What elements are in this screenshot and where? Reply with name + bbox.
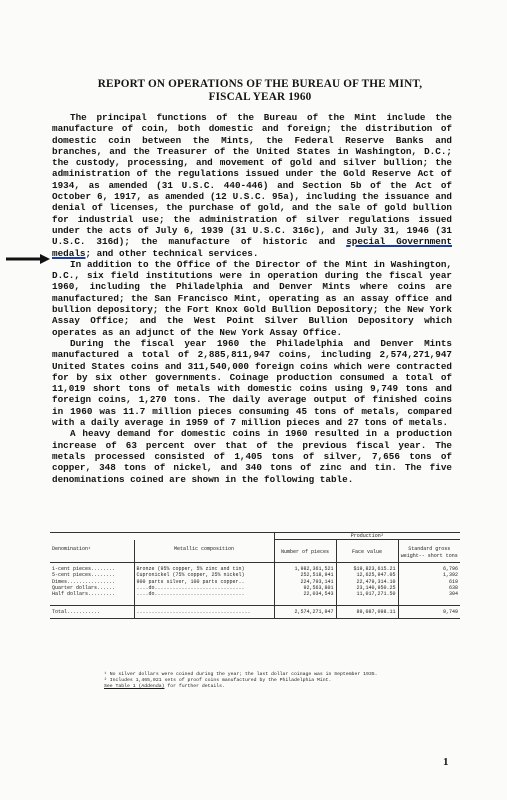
page-number: 1 [443,756,449,768]
table-row: 1-cent pieces........ Bronze (95% copper, 5% zinc and tin) 1,982,361,521 $19,823,615.21 6,796 [50,563,460,573]
col-denomination: Denomination¹ [50,540,134,563]
table-footnotes [104,672,464,690]
table-row: Dimes................ 900 parts silver, 100 parts copper.. 224,793,141 22,479,314.10 619 [52,578,459,585]
col-weight: Standard gross weight-- short tons [398,540,460,563]
paragraph-1: The principal functions of the Bureau of the Mint include the manufacture of coin, both domestic and foreign; the distribution of domestic coin between the Mints, the Federal Reserve Banks and branches, and the Treasurer of the United States in Washington, D.C.; the custody, processing, and movement of gold and silver bullion; the administration of the regulations issued under the Gold Reserve Act of 1934, as amended (31 U.S.C. 440-446) and Section 5b of the Act of October 6, 1917, as amended (12 U.S.C. 95a), including the issuance and denial of licenses, the purchase of gold, and the sale of gold bullion for industrial use; the administration of silver regulations issued under the acts of July 6, 1939 (31 U.S.C. 316c), and July 31, 1946 (31 U.S.C. 316d); the manufacture of historic and special Government medals; and other technical services. [52,112,452,259]
footnote-2: ² Includes 1,465,021 sets of proof coins manufactured by the Philadelphia Mint. [104,678,332,683]
paragraph-4: A heavy demand for domestic coins in 1960 resulted in a production increase of 63 percent over that of the previous fiscal year. The metals processed consisted of 1,405 tons of silver, 7,656 tons of copper, 348 tons of nickel, and 340 tons of zinc and tin. The five denominations coined are shown in the following table. [52,428,452,485]
title-line-2: FISCAL YEAR 1960 [208,91,312,103]
footnote-3: See Table 1 (Addenda) for further details. [104,684,225,689]
production-header: Production² [274,533,460,540]
paragraph-2: In addition to the Office of the Director of the Mint in Washington, D.C., six field institutions were in operation during the fiscal year 1960, including the Philadelphia and Denver Mints where coins are manufactured; the San Francisco Mint, operating as an assay office and bullion depository; the Fort Knox Gold Bullion Depository; the New York Assay Office; and the West Point Silver Bullion Depository which operates as an adjunct of the New York Assay Office. [52,258,452,338]
col-face-value: Face value [336,540,398,563]
table-row: Half dollars......... ....do.............................. 22,034,543 11,017,271.50 304 [50,591,460,605]
paragraph-3: During the fiscal year 1960 the Philadelphia and Denver Mints manufactured a total of 2,885,811,947 coins, including 2,574,271,947 United States coins and 311,540,000 foreign coins which were contracted for by six other governments. Coinage production consumed a total of 11,019 short tons of metals with domestic coins using 9,749 tons and foreign coins, 1,270 tons. The daily average output of finished coins in 1960 was 11.7 million pieces consuming 45 tons of metals, compared with a daily average in 1959 of 7 million pieces and 27 tons of metals. [52,337,452,429]
body-text [52,112,452,485]
footnote-1: ¹ No silver dollars were coined during the year; the last dollar coinage was in September 1935. [104,672,378,677]
arrow-marker-icon [6,254,50,264]
col-pieces: Number of pieces [274,540,336,563]
underlined-phrase: special Government medals [52,236,452,259]
col-composition: Metallic composition [134,540,274,563]
coinage-table [50,532,460,619]
table-total-row: Total........... ...................................... 2,574,271,947 89,087,098.11 9,749 [50,605,460,618]
table-row: Quarter dollars...... ....do.............................. 92,563,801 23,140,950.25 638 [52,584,459,591]
title-line-1: REPORT ON OPERATIONS OF THE BUREAU OF THE MINT, [97,78,423,90]
report-title [60,78,460,104]
table-row: 5-cent pieces........ Cupronickel (75% copper, 25% nickel) 252,518,941 12,625,947.05 1,392 [52,572,459,579]
